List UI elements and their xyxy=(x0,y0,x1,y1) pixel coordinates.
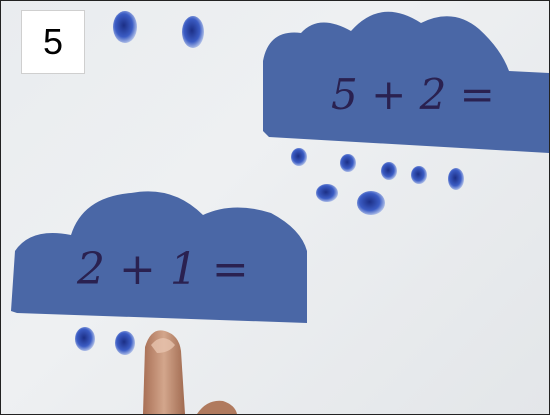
second-finger xyxy=(197,401,237,414)
raindrop xyxy=(75,327,95,351)
raindrop xyxy=(115,331,135,355)
raindrop xyxy=(113,11,137,43)
raindrops-top-cloud xyxy=(291,148,464,215)
raindrop xyxy=(381,162,397,180)
raindrops-top-left xyxy=(113,11,204,48)
raindrop xyxy=(357,191,385,215)
raindrop xyxy=(182,16,204,48)
raindrop xyxy=(291,148,307,166)
raindrops-bottom-cloud xyxy=(75,327,135,355)
raindrop xyxy=(448,168,464,190)
raindrop xyxy=(340,154,356,172)
equation-top: 5 + 2 = xyxy=(331,70,495,119)
panel-number: 5 xyxy=(42,21,64,62)
raindrop xyxy=(316,184,338,202)
panel-number-badge xyxy=(21,10,85,74)
raindrop xyxy=(411,166,427,184)
equation-bottom: 2 + 1 = xyxy=(77,244,249,295)
